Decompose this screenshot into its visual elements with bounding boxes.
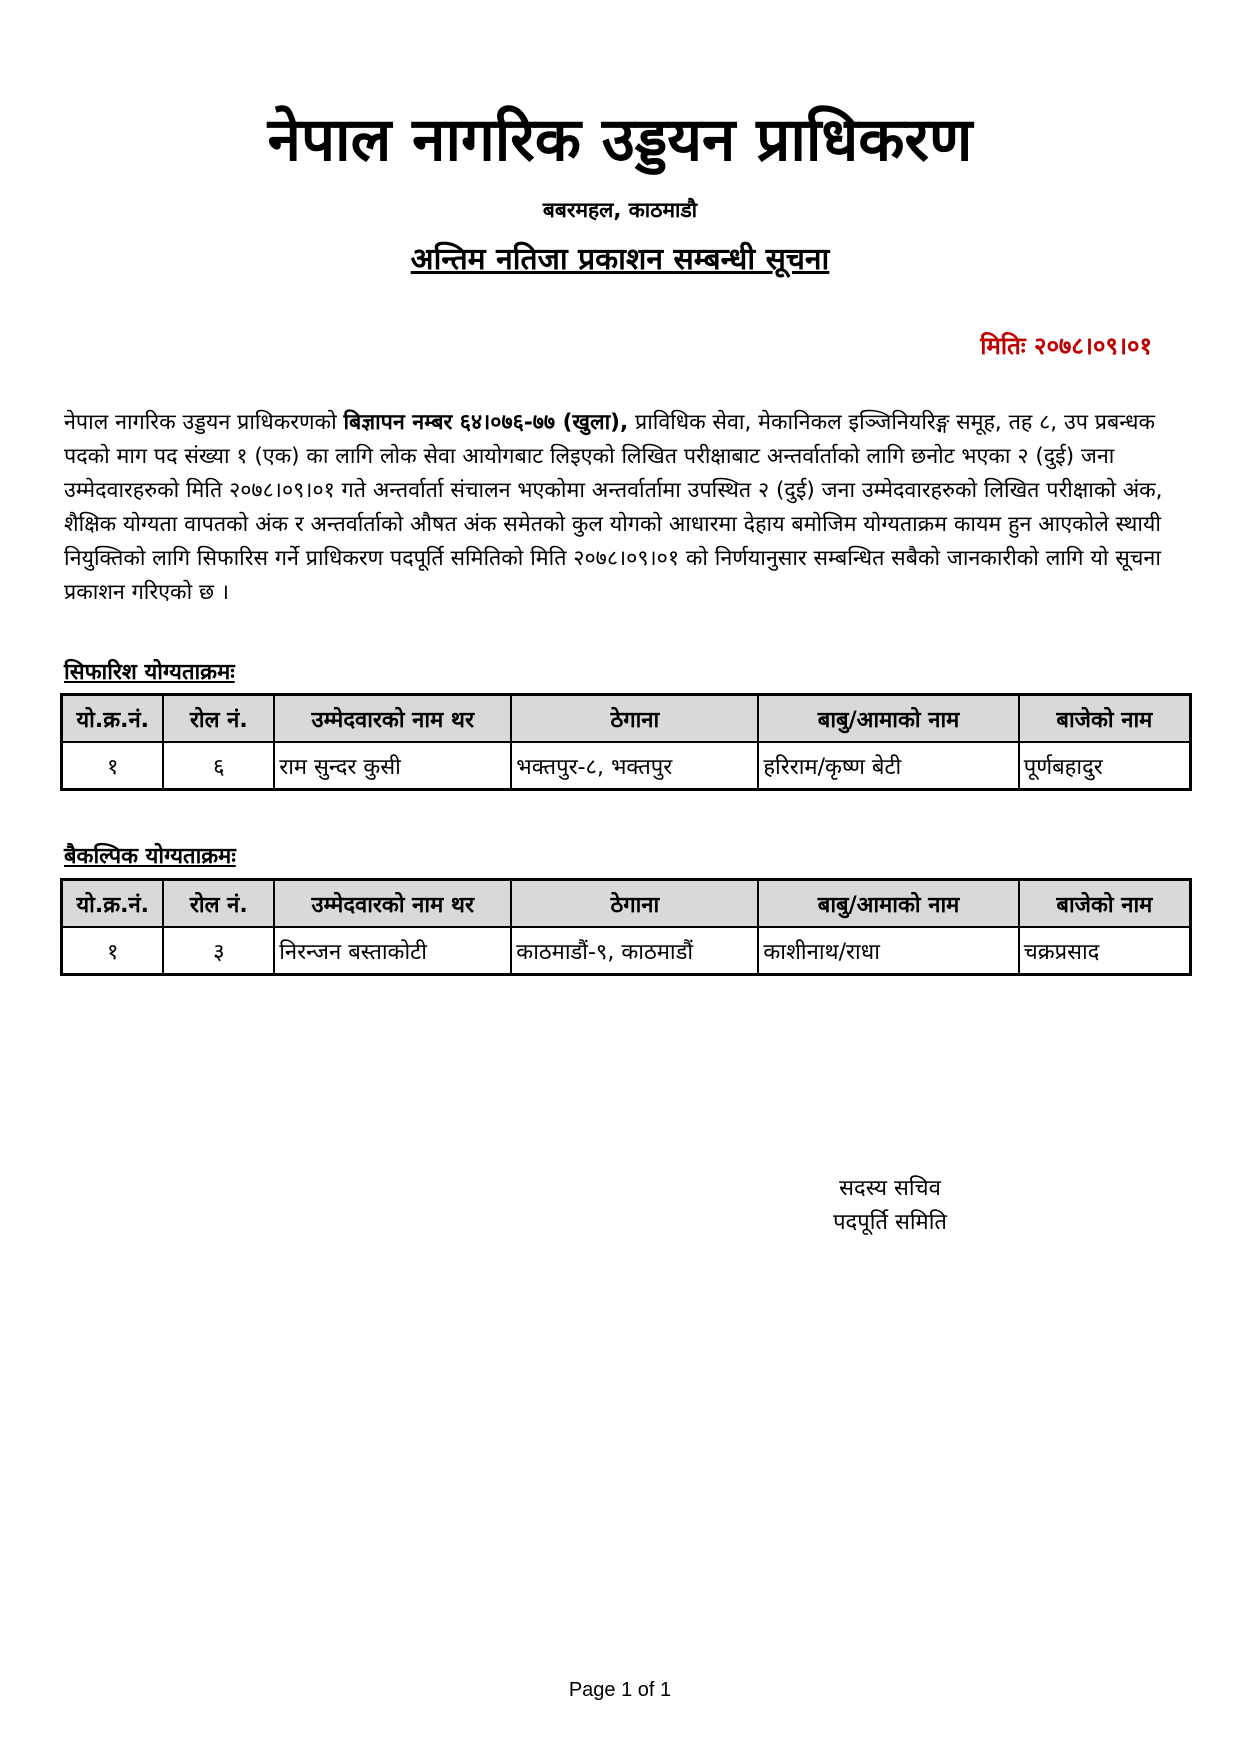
cell-grandfather: चक्रप्रसाद bbox=[1019, 927, 1191, 975]
notice-date: मितिः २०७८।०९।०१ bbox=[980, 332, 1152, 360]
header-address: ठेगाना bbox=[511, 880, 758, 928]
alternate-heading: बैकल्पिक योग्यताक्रमः bbox=[64, 844, 236, 869]
recommended-heading: सिफारिश योग्यताक्रमः bbox=[64, 660, 235, 685]
table-header-row bbox=[62, 880, 1191, 928]
cell-parents: हरिराम/कृष्ण बेटी bbox=[758, 742, 1018, 790]
header-sn: यो.क्र.नं. bbox=[62, 695, 164, 743]
header-parents: बाबु/आमाको नाम bbox=[758, 880, 1018, 928]
body-main-text: प्राविधिक सेवा, मेकानिकल इञ्जिनियरिङ्ग समूह, तह ८, उप प्रबन्धक पदको माग पद संख्या १ (एक) का लागि लोक सेवा आयोगबाट लिइएको लिखित परीक्षाबाट अन्तर्वार्ताको लागि छनोट भएका २ (दुई) जना उम्मेदवारहरुको मिति २०७८।०९।०१ गते अन्तर्वार्ता संचालन भएकोमा अन्तर्वार्तामा उपस्थित २ (दुई) जना उम्मेदवारहरुको लिखित परीक्षाको अंक, शैक्षिक योग्यता वापतको अंक र अन्तर्वार्ताको औषत अंक समेतको कुल योगको आधारमा देहाय बमोजिम योग्यताक्रम कायम हुन आएकोले स्थायी नियुक्तिको लागि सिफारिस गर्ने प्राधिकरण पदपूर्ति समितिको मिति २०७८।०९।०१ को निर्णयानुसार सम्बन्धित सबैको जानकारीको लागि यो सूचना प्रकाशन गरिएको छ । bbox=[64, 410, 1163, 605]
signature-committee: पदपूर्ति समिति bbox=[833, 1210, 947, 1235]
notice-title: अन्तिम नतिजा प्रकाशन सम्बन्धी सूचना bbox=[410, 242, 830, 277]
advertisement-number: बिज्ञापन नम्बर ६४।०७६-७७ (खुला), bbox=[343, 410, 629, 435]
organization-address: बबरमहल, काठमाडौ bbox=[542, 198, 698, 222]
alternate-table bbox=[60, 878, 1192, 976]
header-name: उम्मेदवारको नाम थर bbox=[274, 695, 511, 743]
body-intro: नेपाल नागरिक उड्डयन प्राधिकरणको bbox=[64, 410, 344, 435]
notice-body bbox=[64, 406, 1176, 610]
cell-parents: काशीनाथ/राधा bbox=[758, 927, 1018, 975]
header-sn: यो.क्र.नं. bbox=[62, 880, 164, 928]
header-roll: रोल नं. bbox=[163, 695, 274, 743]
signature-block bbox=[800, 1172, 980, 1240]
organization-title: नेपाल नागरिक उड्डयन प्राधिकरण bbox=[267, 105, 973, 175]
cell-roll: ६ bbox=[163, 742, 274, 790]
table-row bbox=[62, 742, 1191, 790]
signature-title: सदस्य सचिव bbox=[839, 1176, 941, 1201]
header-name: उम्मेदवारको नाम थर bbox=[274, 880, 511, 928]
cell-address: काठमाडौं-९, काठमाडौं bbox=[511, 927, 758, 975]
header-grandfather: बाजेको नाम bbox=[1019, 695, 1191, 743]
cell-sn: १ bbox=[62, 927, 164, 975]
page-number: Page 1 of 1 bbox=[568, 1679, 672, 1701]
cell-roll: ३ bbox=[163, 927, 274, 975]
cell-sn: १ bbox=[62, 742, 164, 790]
table-header-row bbox=[62, 695, 1191, 743]
cell-name: राम सुन्दर कुसी bbox=[274, 742, 511, 790]
recommended-table bbox=[60, 693, 1192, 791]
cell-address: भक्तपुर-८, भक्तपुर bbox=[511, 742, 758, 790]
header-parents: बाबु/आमाको नाम bbox=[758, 695, 1018, 743]
header-address: ठेगाना bbox=[511, 695, 758, 743]
table-row bbox=[62, 927, 1191, 975]
header-grandfather: बाजेको नाम bbox=[1019, 880, 1191, 928]
cell-name: निरन्जन बस्ताकोटी bbox=[274, 927, 511, 975]
header-roll: रोल नं. bbox=[163, 880, 274, 928]
cell-grandfather: पूर्णबहादुर bbox=[1019, 742, 1191, 790]
